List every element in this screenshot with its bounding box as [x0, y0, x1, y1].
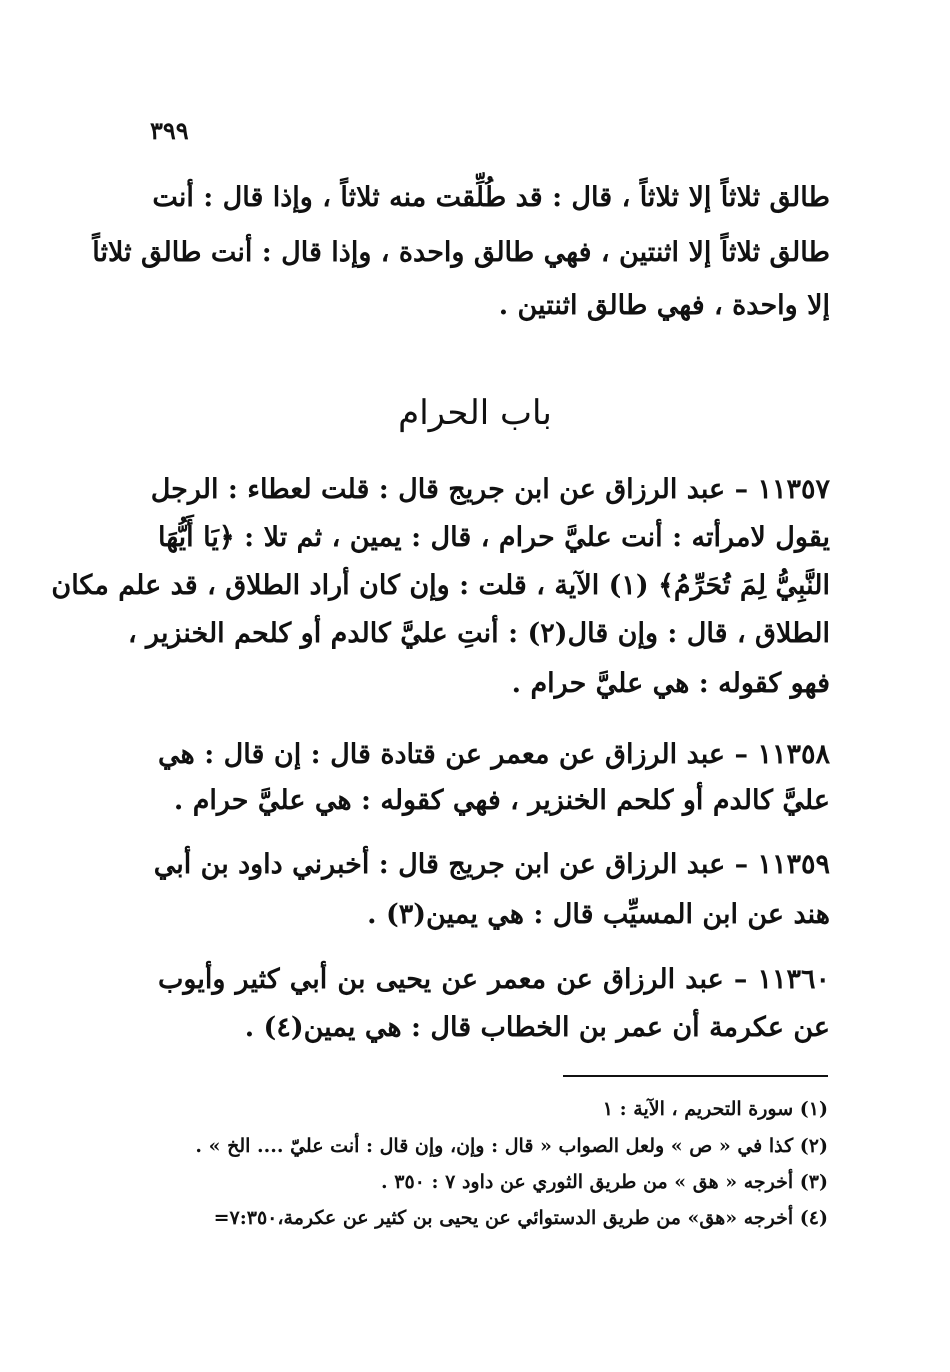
footnote-separator [563, 1075, 828, 1077]
hadith-line: ١١٣٦٠ – عبد الرزاق عن معمر عن يحيى بن أبي كثير وأيوب [158, 964, 830, 995]
hadith-line: النَّبِيُّ لِمَ تُحَرِّمُ﴾ (١) الآية ، قلت : وإن كان أراد الطلاق ، قد علم مكان [51, 570, 830, 601]
page-number: ٣٩٩ [150, 116, 189, 145]
hadith-line: فهو كقوله : هي عليَّ حرام . [511, 668, 830, 699]
hadith-line: عن عكرمة أن عمر بن الخطاب قال : هي يمين(٤) . [244, 1012, 830, 1043]
hadith-line: ١١٣٥٩ – عبد الرزاق عن ابن جريج قال : أخبرني داود بن أبي [153, 849, 830, 880]
footnote: (٤) أخرجه «هق» من طريق الدستوائي عن يحيى بن كثير عن عكرمة،٧:٣٥٠= [213, 1207, 828, 1229]
footnote: (٣) أخرجه « هق » من طريق الثوري عن داود ٧ : ٣٥٠ . [381, 1171, 828, 1193]
chapter-heading: باب الحرام [398, 393, 552, 433]
footnote: (١) سورة التحريم ، الآية : ١ [602, 1098, 828, 1120]
text-line: إلا واحدة ، فهي طالق اثنتين . [498, 290, 830, 321]
hadith-line: الطلاق ، قال : وإن قال(٢) : أنتِ عليَّ كالدم أو كلحم الخنزير ، [127, 618, 830, 649]
hadith-line: عليَّ كالدم أو كلحم الخنزير ، فهي كقوله : هي عليَّ حرام . [173, 785, 830, 816]
footnote: (٢) كذا في « ص » ولعل الصواب « قال : وإن، وإن قال : أنت عليّ .... الخ » . [195, 1135, 828, 1157]
hadith-line: ١١٣٥٧ – عبد الرزاق عن ابن جريج قال : قلت لعطاء : الرجل [150, 474, 830, 505]
hadith-line: ١١٣٥٨ – عبد الرزاق عن معمر عن قتادة قال : إن قال : هي [158, 739, 830, 770]
text-line: طالق ثلاثاً إلا ثلاثاً ، قال : قد طُلِّقت منه ثلاثاً ، وإذا قال : أنت [152, 182, 830, 213]
hadith-line: هند عن ابن المسيِّب قال : هي يمين(٣) . [367, 899, 830, 930]
hadith-line: يقول لامرأته : أنت عليَّ حرام ، قال : يمين ، ثم تلا : ﴿يَا أَيُّهَا [158, 522, 830, 553]
text-line: طالق ثلاثاً إلا اثنتين ، فهي طالق واحدة ، وإذا قال : أنت طالق ثلاثاً [92, 237, 830, 268]
